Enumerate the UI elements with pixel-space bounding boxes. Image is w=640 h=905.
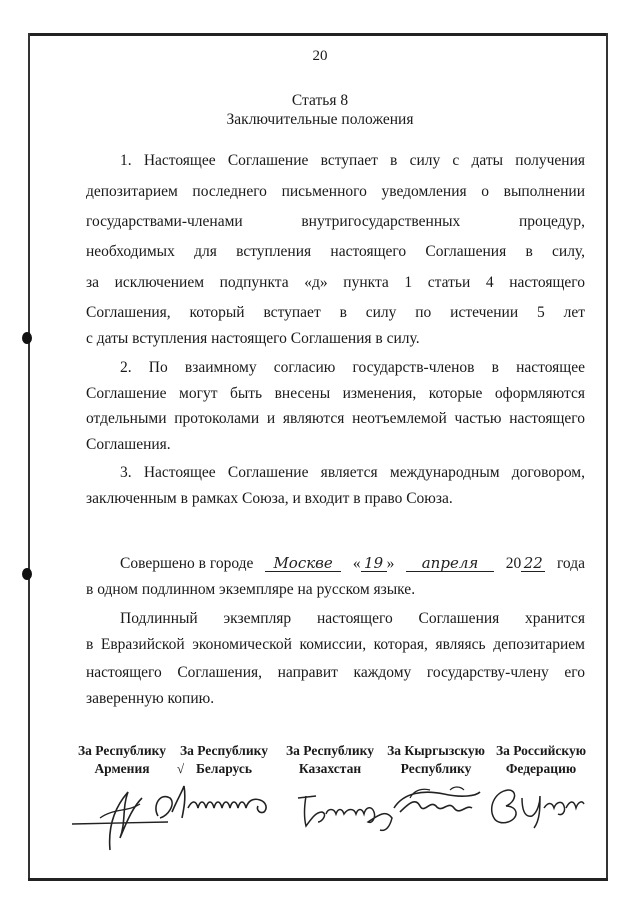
punch-hole-mark: [22, 332, 32, 344]
paragraph-2-line: отдельными протоколами и являются неотъемлемой частью настоящего: [86, 410, 585, 427]
paragraph-3-line: 3. Настоящее Соглашение является международным договором,: [120, 464, 585, 481]
paragraph-1-line: за исключением подпункта «д» пункта 1 статьи 4 настоящего: [86, 274, 585, 291]
signatory-country: Республику: [400, 761, 472, 776]
page-number: 20: [312, 48, 328, 64]
paragraph-2-line: Соглашения.: [86, 436, 171, 453]
done-prefix: Совершено в городе: [120, 555, 254, 572]
year-suffix-handwritten: 22: [521, 555, 545, 572]
page-border-top: [28, 33, 608, 36]
paragraph-1-line: государствами-членами внутригосударственных процедур,: [86, 213, 585, 230]
signatory-country: Беларусь: [195, 761, 253, 776]
article-number: Статья 8: [291, 92, 349, 109]
month-handwritten: апреля: [406, 555, 494, 572]
checkmark-icon: √: [177, 761, 185, 776]
signatory-country: Армения: [94, 761, 150, 776]
original-paragraph-line: настоящего Соглашения, направит каждому государству-члену его: [86, 664, 585, 681]
signature-russia-icon: [486, 778, 586, 833]
article-heading: [0, 91, 640, 129]
date-group: [353, 555, 395, 573]
done-line-2: в одном подлинном экземпляре на русском языке.: [86, 581, 416, 598]
paragraph-1-line: 1. Настоящее Соглашение вступает в силу с даты получения: [120, 152, 585, 169]
paragraph-3-line: заключенным в рамках Союза, и входит в право Союза.: [86, 490, 453, 507]
signatory-line: За Российскую: [495, 743, 587, 758]
original-paragraph-line: в Евразийской экономической комиссии, которая, являясь депозитарием: [86, 636, 585, 653]
page-border-bottom: [28, 878, 608, 881]
signatory-country: Федерацию: [505, 761, 577, 776]
paragraph-1-line: Соглашения, который вступает в силу по истечении 5 лет: [86, 304, 585, 321]
year-prefix: 20: [505, 555, 522, 572]
original-paragraph-line: Подлинный экземпляр настоящего Соглашения хранится: [120, 610, 585, 627]
paragraph-1-line: депозитарием последнего письменного уведомления о выполнении: [86, 183, 585, 200]
signatory-country: Казахстан: [298, 761, 362, 776]
punch-hole-mark: [22, 568, 32, 580]
page-border-right: [606, 33, 608, 881]
signatory-line: За Республику: [286, 743, 374, 758]
signatory-line: За Республику: [78, 743, 166, 758]
signatory-line: За Республику: [180, 743, 268, 758]
signatory-line: За Кыргызскую: [387, 743, 485, 758]
signature-belarus-icon: [148, 778, 288, 828]
signatory-armenia: [72, 742, 172, 778]
year-group: [506, 555, 546, 573]
original-paragraph-line: заверенную копию.: [86, 690, 215, 707]
page-border-left: [28, 33, 30, 881]
signatory-belarus: [172, 742, 276, 778]
article-title: Заключительные положения: [226, 111, 414, 128]
paragraph-2-line: Соглашение могут быть внесены изменения, которые оформляются: [86, 385, 585, 402]
paragraph-1-line: с даты вступления настоящего Соглашения в силу.: [86, 330, 420, 347]
quote-open: «: [352, 555, 361, 572]
signatory-russia: [491, 742, 591, 778]
paragraph-2-line: 2. По взаимному согласию государств-членов в настоящее: [120, 359, 585, 376]
quote-close: »: [386, 555, 395, 572]
signatory-kazakhstan: [280, 742, 380, 778]
signature-kazakhstan-icon: [292, 778, 402, 838]
paragraph-1-line: необходимых для вступления настоящего Соглашения в силу,: [86, 243, 585, 260]
day-handwritten: 19: [361, 555, 387, 572]
done-in-city-line: [86, 555, 585, 573]
city-handwritten: Москве: [265, 555, 341, 572]
done-suffix: года: [556, 555, 585, 572]
signatory-kyrgyzstan: [382, 742, 490, 778]
signature-kyrgyzstan-icon: [390, 778, 485, 828]
